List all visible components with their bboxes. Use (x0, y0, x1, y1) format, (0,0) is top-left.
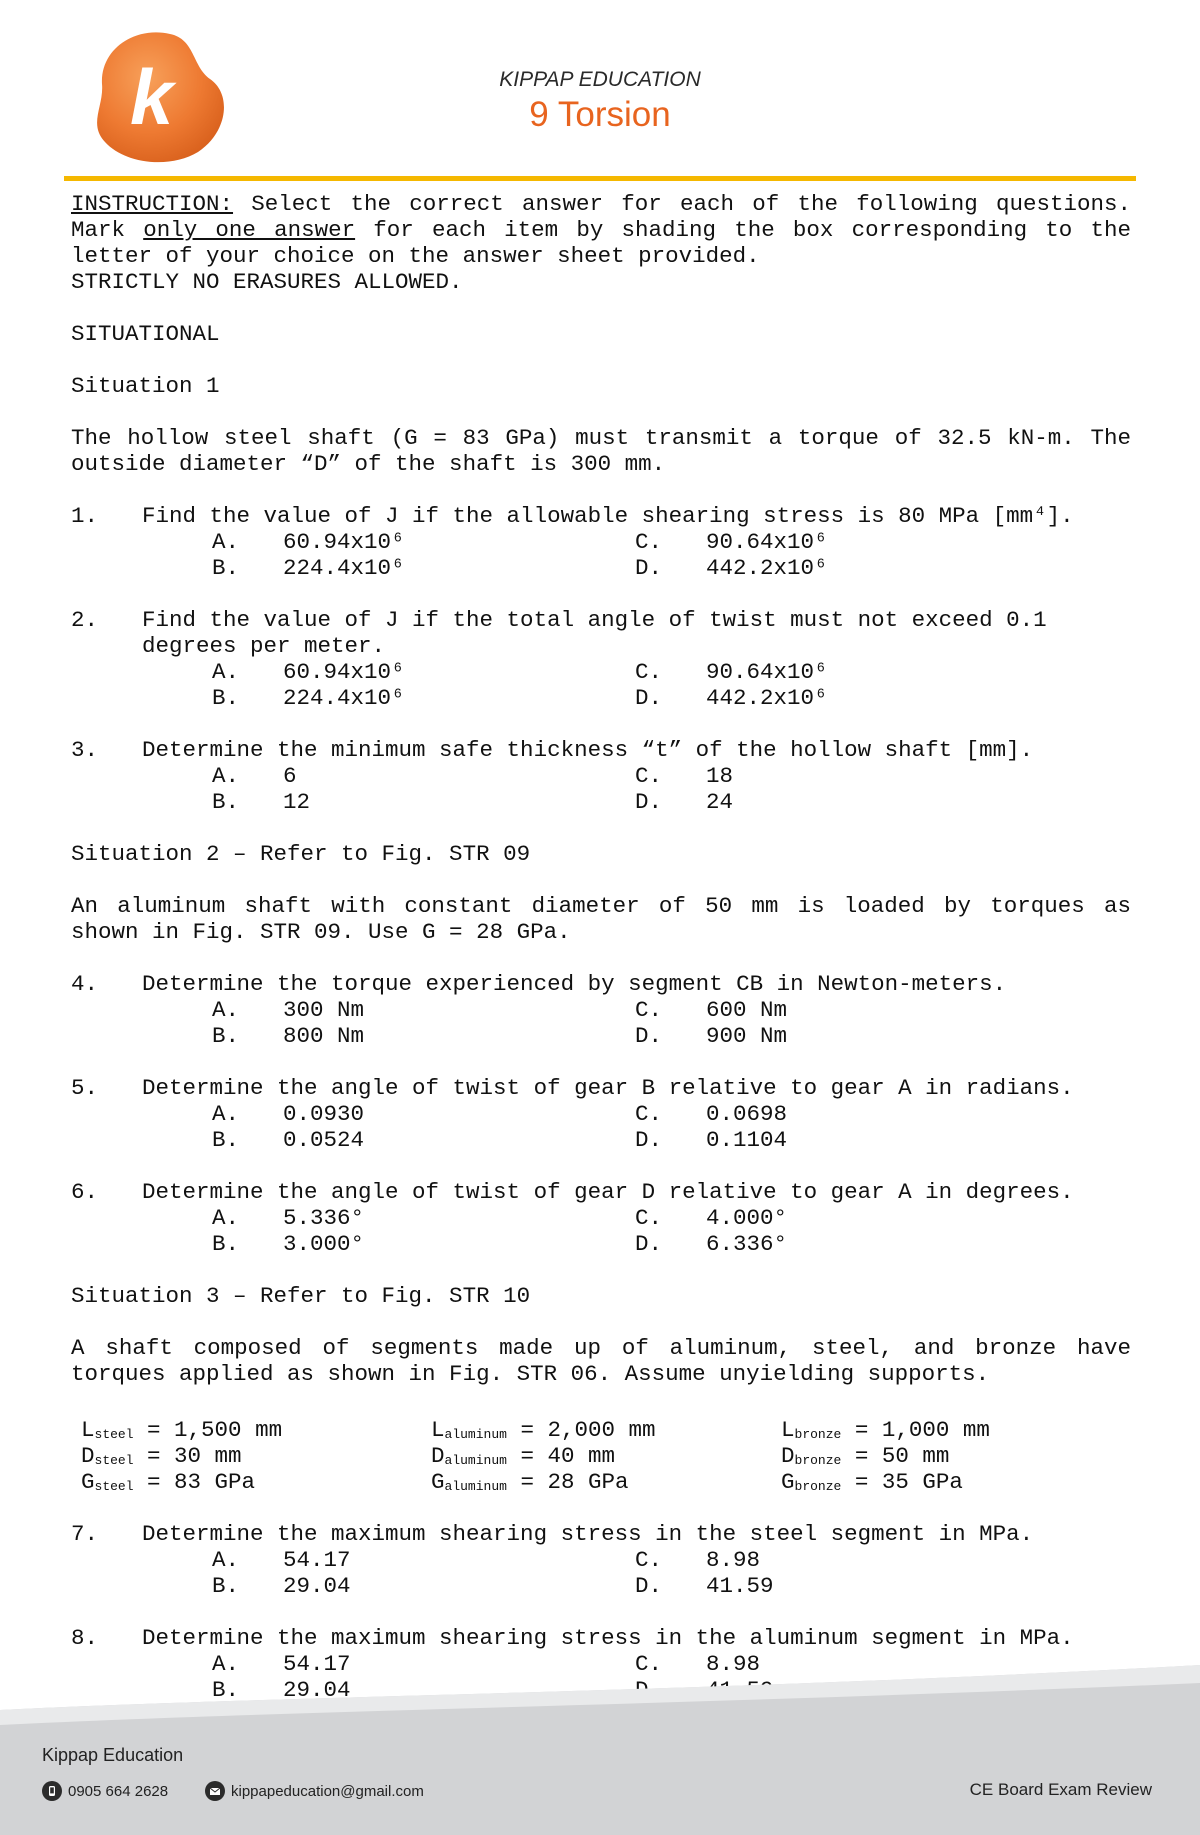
choice-letter: A. (212, 763, 240, 789)
answer-choice[interactable] (212, 1127, 635, 1153)
answer-choice[interactable] (635, 659, 1058, 685)
choice-value: 54.17 (283, 1651, 351, 1677)
answer-choice[interactable] (635, 529, 1058, 555)
choice-value: 6 (283, 763, 297, 789)
choice-letter: B. (212, 1127, 240, 1153)
choice-letter: C. (635, 1205, 663, 1231)
choice-value: 29.04 (283, 1677, 351, 1703)
material-property (81, 1417, 431, 1443)
choice-letter: A. (212, 1547, 240, 1573)
question-stem (71, 737, 1131, 763)
material-property (81, 1443, 431, 1469)
instruction-block: INSTRUCTION: Select the correct answer for each of the following questions. Mark only one answer for each item by shading the box corresponding to the letter of your choice on the answer sheet provided. (71, 191, 1131, 269)
answer-choice[interactable] (635, 1547, 1058, 1573)
property-symbol: G (81, 1469, 95, 1495)
property-value: = 1,500 mm (147, 1417, 283, 1443)
instruction-label: INSTRUCTION: (71, 191, 234, 217)
question-stem (71, 1075, 1131, 1101)
choice-row (71, 997, 1131, 1023)
property-symbol: D (431, 1443, 445, 1469)
property-subscript: bronze (794, 1479, 842, 1494)
choice-row (71, 763, 1131, 789)
situation-heading: Situation 3 – Refer to Fig. STR 10 (71, 1283, 531, 1309)
choice-value: 0.0930 (283, 1101, 365, 1127)
question-stem (71, 1521, 1131, 1547)
property-value: = 30 mm (147, 1443, 242, 1469)
choice-letter: A. (212, 659, 240, 685)
situation-heading: Situation 2 – Refer to Fig. STR 09 (71, 841, 531, 867)
answer-choice[interactable] (635, 1573, 1058, 1599)
choice-letter: D. (635, 685, 663, 711)
situations-list (71, 373, 1131, 1729)
email-icon (205, 1781, 225, 1801)
property-subscript: steel (94, 1453, 134, 1468)
exam-content (71, 191, 1131, 1729)
choice-row (71, 555, 1131, 581)
answer-choice[interactable] (212, 529, 635, 555)
choice-value: 54.17 (283, 1547, 351, 1573)
question-item (71, 1179, 1131, 1257)
answer-choice[interactable] (212, 1231, 635, 1257)
choice-value: 24 (706, 789, 734, 815)
footer-tagline: CE Board Exam Review (969, 1780, 1152, 1799)
property-symbol: L (81, 1417, 95, 1443)
question-number: 8. (71, 1625, 99, 1651)
choice-letter: C. (635, 1651, 663, 1677)
organization-name: KIPPAP EDUCATION (499, 68, 701, 91)
property-value: = 1,000 mm (854, 1417, 990, 1443)
choice-letter: C. (635, 1101, 663, 1127)
question-number: 5. (71, 1075, 99, 1101)
material-column (81, 1417, 431, 1495)
material-property (781, 1443, 1131, 1469)
kippap-logo (80, 24, 230, 164)
choice-value: 0.0524 (283, 1127, 365, 1153)
choice-letter: C. (635, 763, 663, 789)
situation-description: An aluminum shaft with constant diameter of 50 mm is loaded by torques as shown in Fig. STR 09. Use G = 28 GPa. (71, 893, 1131, 945)
choice-value: 90.64x10⁶ (706, 659, 828, 685)
property-subscript: aluminum (444, 1479, 507, 1494)
question-text: Determine the angle of twist of gear D relative to gear A in degrees. (142, 1179, 1074, 1205)
property-value: = 50 mm (854, 1443, 950, 1469)
choice-letter: B. (212, 555, 240, 581)
choice-row (71, 1023, 1131, 1049)
situation-description: A shaft composed of segments made up of aluminum, steel, and bronze have torques applied as shown in Fig. STR 06. Assume unyielding supports. (71, 1335, 1131, 1387)
choice-value: 41.59 (706, 1573, 774, 1599)
question-text: Determine the angle of twist of gear B relative to gear A in radians. (142, 1075, 1074, 1101)
answer-choice[interactable] (635, 1101, 1058, 1127)
question-text: Determine the torque experienced by segment CB in Newton-meters. (142, 971, 1007, 997)
question-item (71, 607, 1131, 711)
answer-choice[interactable] (212, 1573, 635, 1599)
choice-value: 442.2x10⁶ (706, 555, 828, 581)
logo-letter: k (130, 53, 174, 141)
choice-letter: D. (635, 1231, 663, 1257)
choice-row (71, 1101, 1131, 1127)
material-properties (71, 1417, 1131, 1495)
question-number: 6. (71, 1179, 99, 1205)
choice-value: 0.1104 (706, 1127, 788, 1153)
situation-description: The hollow steel shaft (G = 83 GPa) must transmit a torque of 32.5 kN-m. The outside diameter “D” of the shaft is 300 mm. (71, 425, 1131, 477)
answer-choice[interactable] (635, 1127, 1058, 1153)
choice-value: 8.98 (706, 1547, 761, 1573)
question-item (71, 503, 1131, 581)
choice-letter: A. (212, 1205, 240, 1231)
footer-email-address: kippapeducation@gmail.com (231, 1782, 424, 1800)
property-subscript: steel (94, 1427, 134, 1442)
question-text: Find the value of J if the total angle of twist must not exceed 0.1 degrees per meter. (142, 607, 1047, 659)
answer-choice[interactable] (635, 555, 1058, 581)
answer-choice[interactable] (635, 1023, 1058, 1049)
property-symbol: L (431, 1417, 445, 1443)
choice-letter: C. (635, 529, 663, 555)
answer-choice[interactable] (212, 763, 635, 789)
choice-value: 90.64x10⁶ (706, 529, 828, 555)
choice-value: 8.98 (706, 1651, 761, 1677)
question-item (71, 1521, 1131, 1599)
choice-value: 60.94x10⁶ (283, 659, 405, 685)
choice-value: 18 (706, 763, 734, 789)
section-label: SITUATIONAL (71, 321, 220, 347)
choice-value: 3.000° (283, 1231, 365, 1257)
question-stem (71, 1179, 1131, 1205)
choice-row (71, 659, 1131, 685)
question-stem (71, 503, 1131, 529)
material-column (781, 1417, 1131, 1495)
header-divider (64, 176, 1136, 181)
choice-value: 12 (283, 789, 311, 815)
question-number: 4. (71, 971, 99, 997)
choice-letter: C. (635, 997, 663, 1023)
answer-choice[interactable] (212, 555, 635, 581)
choice-letter: C. (635, 659, 663, 685)
answer-choice[interactable] (212, 789, 635, 815)
property-value: = 2,000 mm (520, 1417, 656, 1443)
material-property (431, 1469, 781, 1495)
choice-row (71, 1573, 1131, 1599)
question-text: Find the value of J if the allowable shearing stress is 80 MPa [mm⁴]. (142, 503, 1074, 529)
property-symbol: G (781, 1469, 795, 1495)
property-subscript: bronze (794, 1453, 842, 1468)
footer-email (205, 1781, 424, 1801)
answer-choice[interactable] (212, 1547, 635, 1573)
material-property (781, 1417, 1131, 1443)
choice-value: 442.2x10⁶ (706, 685, 828, 711)
choice-letter: D. (635, 555, 663, 581)
answer-choice[interactable] (212, 659, 635, 685)
choice-letter: D. (635, 1127, 663, 1153)
choice-value: 29.04 (283, 1573, 351, 1599)
choice-value: 224.4x10⁶ (283, 555, 405, 581)
choice-row (71, 1231, 1131, 1257)
choice-row (71, 1547, 1131, 1573)
answer-choice[interactable] (212, 1101, 635, 1127)
property-symbol: L (781, 1417, 795, 1443)
choice-row (71, 1127, 1131, 1153)
choice-row (71, 529, 1131, 555)
property-symbol: D (81, 1443, 95, 1469)
choice-row (71, 685, 1131, 711)
material-property (781, 1469, 1131, 1495)
property-value: = 28 GPa (520, 1469, 629, 1495)
answer-choice[interactable] (212, 685, 635, 711)
choice-value: 4.000° (706, 1205, 788, 1231)
choice-letter: A. (212, 529, 240, 555)
choice-letter: C. (635, 1547, 663, 1573)
property-symbol: G (431, 1469, 445, 1495)
situation-heading: Situation 1 (71, 373, 220, 399)
material-property (431, 1443, 781, 1469)
choice-letter: B. (212, 789, 240, 815)
question-number: 1. (71, 503, 99, 529)
answer-choice[interactable] (635, 763, 1058, 789)
choice-letter: B. (212, 1231, 240, 1257)
choice-value: 224.4x10⁶ (283, 685, 405, 711)
property-subscript: bronze (794, 1427, 842, 1442)
question-text: Determine the maximum shearing stress in the steel segment in MPa. (142, 1521, 1034, 1547)
choice-value: 600 Nm (706, 997, 788, 1023)
property-subscript: steel (94, 1479, 134, 1494)
property-subscript: aluminum (444, 1427, 507, 1442)
property-symbol: D (781, 1443, 795, 1469)
no-erasures-warning: STRICTLY NO ERASURES ALLOWED. (71, 269, 463, 295)
answer-choice[interactable] (635, 997, 1058, 1023)
instruction-emphasis: only one answer (143, 217, 356, 243)
choice-value: 60.94x10⁶ (283, 529, 405, 555)
question-text: Determine the minimum safe thickness “t” of the hollow shaft [mm]. (142, 737, 1034, 763)
answer-choice[interactable] (212, 1205, 635, 1231)
choice-letter: D. (635, 1023, 663, 1049)
material-property (431, 1417, 781, 1443)
question-stem (71, 971, 1131, 997)
property-subscript: aluminum (444, 1453, 507, 1468)
answer-choice[interactable] (635, 1205, 1058, 1231)
choice-value: 300 Nm (283, 997, 365, 1023)
question-item (71, 737, 1131, 815)
question-item (71, 971, 1131, 1049)
choice-value: 5.336° (283, 1205, 365, 1231)
question-item (71, 1075, 1131, 1153)
choice-letter: A. (212, 1101, 240, 1127)
page-title: 9 Torsion (529, 95, 671, 134)
choice-value: 800 Nm (283, 1023, 365, 1049)
answer-choice[interactable] (212, 1023, 635, 1049)
property-value: = 40 mm (520, 1443, 615, 1469)
choice-letter: A. (212, 997, 240, 1023)
answer-choice[interactable] (212, 997, 635, 1023)
answer-choice[interactable] (635, 685, 1058, 711)
answer-choice[interactable] (635, 1231, 1058, 1257)
choice-letter: D. (635, 1573, 663, 1599)
choice-value: 0.0698 (706, 1101, 788, 1127)
property-value: = 35 GPa (854, 1469, 963, 1495)
choice-row (71, 789, 1131, 815)
footer-organization: Kippap Education (42, 1745, 184, 1765)
question-number: 7. (71, 1521, 99, 1547)
choice-letter: D. (635, 789, 663, 815)
question-number: 2. (71, 607, 99, 633)
choice-letter: B. (212, 1573, 240, 1599)
question-stem (71, 1625, 1131, 1651)
choice-row (71, 1205, 1131, 1231)
phone-icon (42, 1781, 62, 1801)
question-text: Determine the maximum shearing stress in the aluminum segment in MPa. (142, 1625, 1074, 1651)
choice-value: 900 Nm (706, 1023, 788, 1049)
question-number: 3. (71, 737, 99, 763)
footer-phone (42, 1781, 168, 1801)
choice-letter: B. (212, 685, 240, 711)
choice-letter: B. (212, 1677, 240, 1703)
answer-choice[interactable] (635, 789, 1058, 815)
footer-phone-number: 0905 664 2628 (68, 1782, 169, 1800)
question-stem (71, 607, 1131, 659)
material-property (81, 1469, 431, 1495)
choice-value: 6.336° (706, 1231, 788, 1257)
property-value: = 83 GPa (147, 1469, 256, 1495)
choice-letter: A. (212, 1651, 240, 1677)
material-column (431, 1417, 781, 1495)
choice-letter: B. (212, 1023, 240, 1049)
